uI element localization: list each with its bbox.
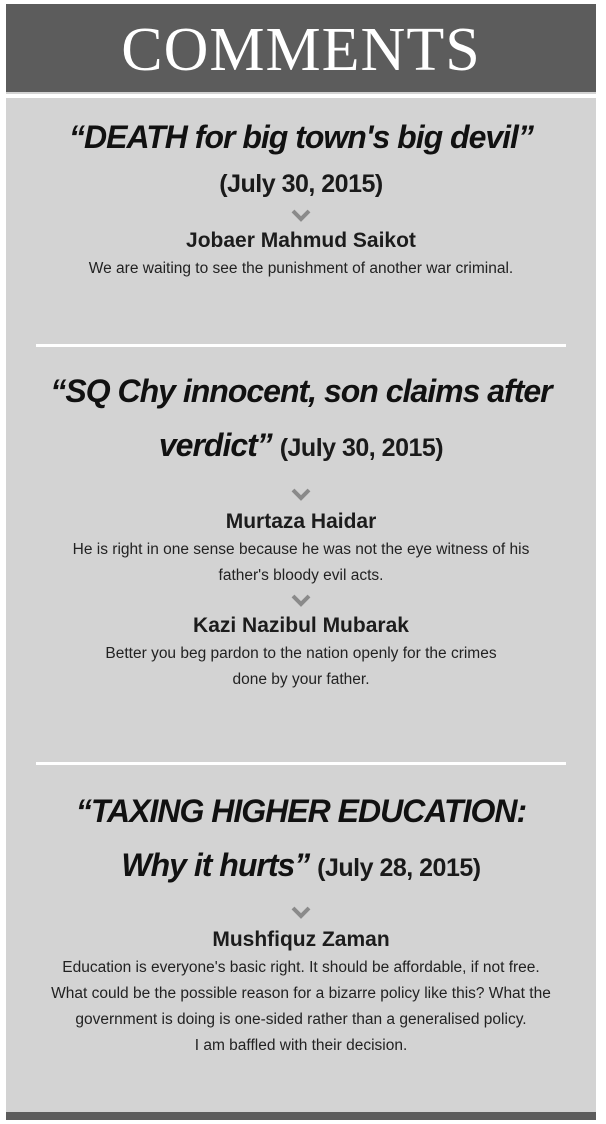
section-divider xyxy=(36,762,566,765)
chevron-down-icon xyxy=(289,905,313,921)
comment-section-1 xyxy=(6,112,596,282)
comments-header xyxy=(6,4,596,92)
comment-text-line: Education is everyone's basic right. It should be affordable, if not free. xyxy=(62,959,540,976)
comment-text-line: What could be the possible reason for a bizarre policy like this? What the xyxy=(51,985,551,1002)
comment-section-2 xyxy=(6,366,596,693)
comment-text-line: father's bloody evil acts. xyxy=(218,567,384,584)
comment-text-line: We are waiting to see the punishment of another war criminal. xyxy=(88,260,514,277)
comment-author: Murtaza Haidar xyxy=(225,510,377,533)
comment-text-line: I am baffled with their decision. xyxy=(194,1037,408,1054)
article-headline xyxy=(6,366,596,416)
article-headline: “DEATH for big town's big devil” xyxy=(69,119,533,155)
comment-text-line: Better you beg pardon to the nation openly for the crimes xyxy=(105,645,497,662)
comments-panel xyxy=(6,4,596,1120)
comment-author: Jobaer Mahmud Saikot xyxy=(186,229,416,252)
comment-author: Mushfiquz Zaman xyxy=(212,928,390,951)
article-headline-line: “TAXING HIGHER EDUCATION: xyxy=(75,793,527,829)
section-divider xyxy=(36,344,566,347)
chevron-down-icon xyxy=(289,593,313,609)
article-date: (July 30, 2015) xyxy=(219,170,383,198)
comment-text-line: done by your father. xyxy=(232,671,370,688)
article-headline-line: verdict” xyxy=(158,427,272,463)
article-headline-line: Why it hurts” xyxy=(121,847,310,883)
comment-section-3 xyxy=(6,786,596,1059)
article-headline xyxy=(6,786,596,836)
article-date: (July 28, 2015) xyxy=(317,854,481,882)
article-headline-line: “SQ Chy innocent, son claims after xyxy=(50,373,552,409)
article-headline-line-2 xyxy=(6,840,596,893)
comment-text-line: government is doing is one-sided rather than a generalised policy. xyxy=(75,1011,527,1028)
page-title: COMMENTS xyxy=(121,16,481,84)
footer-band xyxy=(6,1112,596,1120)
chevron-down-icon xyxy=(289,208,313,224)
comment-text-line: He is right in one sense because he was not the eye witness of his xyxy=(72,541,530,558)
comment-author: Kazi Nazibul Mubarak xyxy=(193,614,409,637)
header-divider xyxy=(6,94,596,98)
chevron-down-icon xyxy=(289,487,313,503)
article-headline-line-2 xyxy=(6,420,596,473)
article-date: (July 30, 2015) xyxy=(279,434,444,462)
